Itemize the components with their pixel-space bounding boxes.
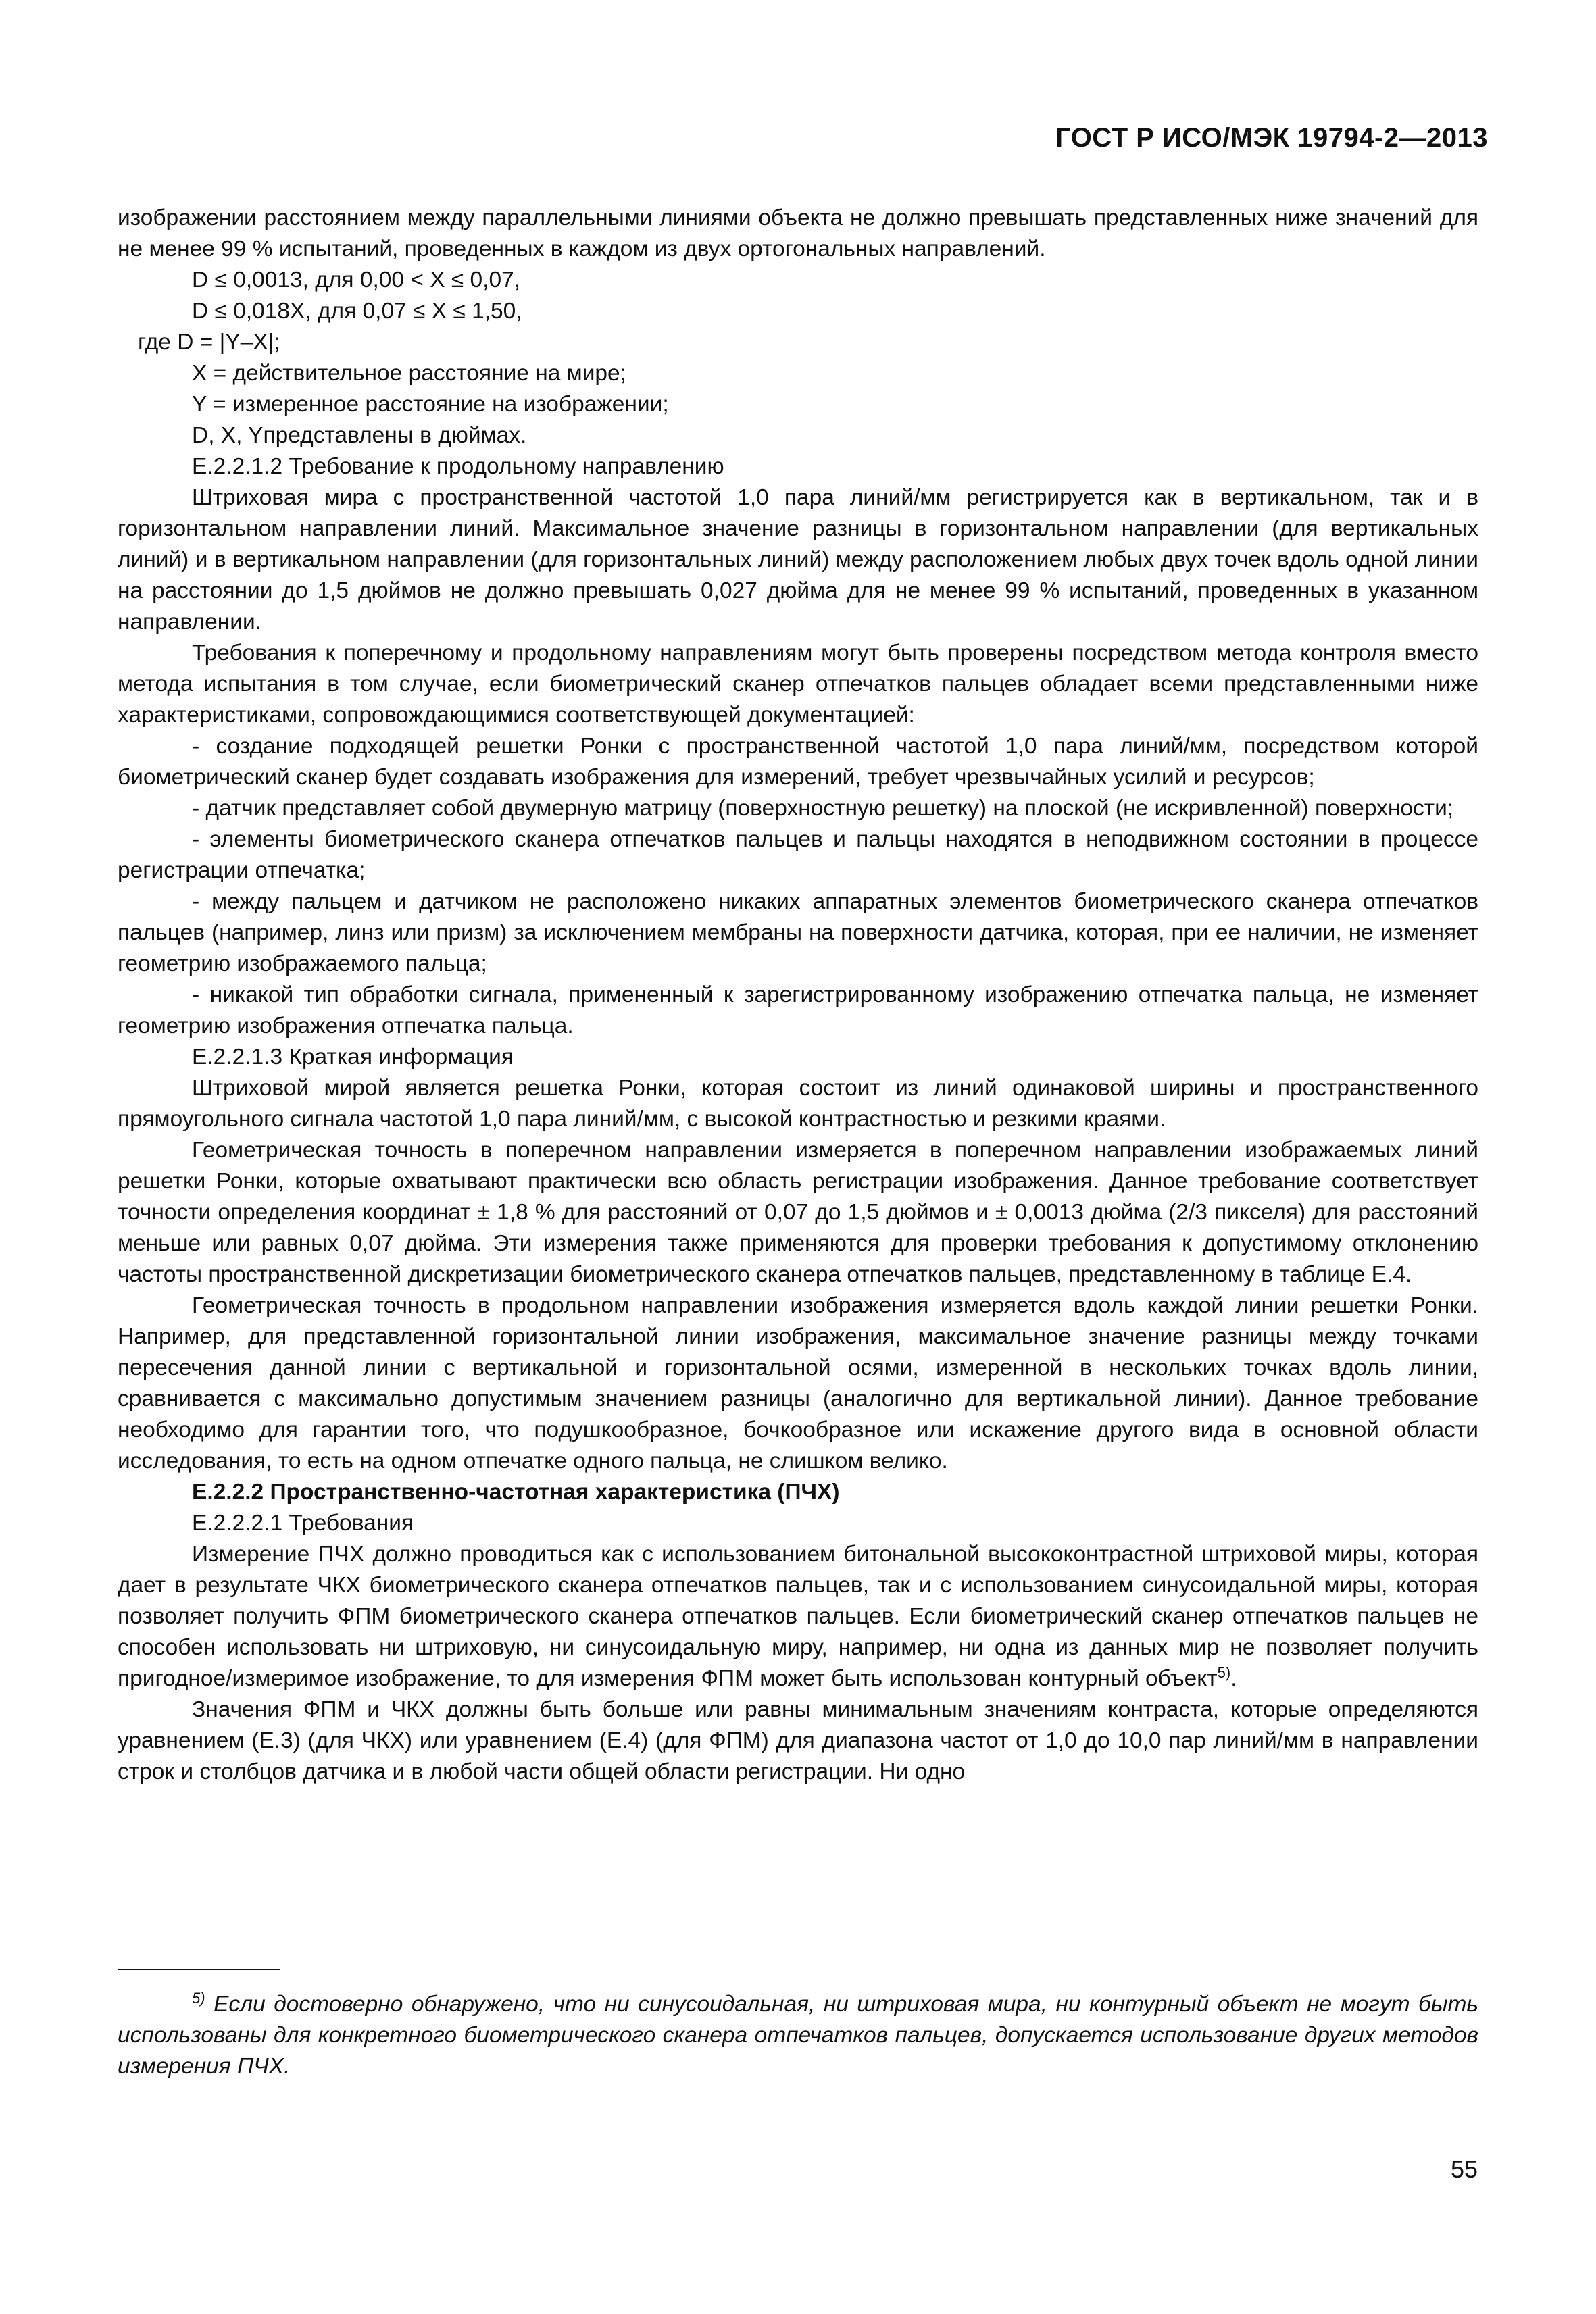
body-paragraph: Требования к поперечному и продольному направлениям могут быть проверены посредством метода контроля вместо метода испытания в том случае, если биометрический сканер отпечатков пальцев обладает всеми представленными ниже характеристиками, сопровождающимися соответствующей документацией: (118, 640, 1478, 728)
formula-legend: где D = |Y–X|; (138, 330, 280, 355)
list-item: - никакой тип обработки сигнала, примененный к зарегистрированному изображению отпечатка пальца, не изменяет геометрию изображения отпечатка пальца. (118, 982, 1478, 1038)
list-item: - элементы биометрического сканера отпечатков пальцев и пальцы находятся в неподвижном состоянии в процессе регистрации отпечатка; (118, 827, 1478, 883)
formula-legend: X = действительное расстояние на мире; (192, 361, 626, 386)
body-paragraph: Геометрическая точность в поперечном направлении измеряется в поперечном направлении изображаемых линий решетки Ронки, которые охватывают практически всю область регистрации изображения. Данное требование соответствует точности определения координат ± 1,8 % для расстояний от 0,07 до 1,5 дюймов и ± 0,0013 дюйма (2/3 пикселя) для расстояний меньше или равных 0,07 дюйма. Эти измерения также применяются для проверки требования к допустимому отклонению частоты пространственной дискретизации биометрического сканера отпечатков пальцев, представленному в таблице E.4. (118, 1138, 1478, 1287)
footnote-reference[interactable]: 5) (1217, 1663, 1231, 1681)
document-header: ГОСТ Р ИСО/МЭК 19794-2—2013 (1055, 123, 1488, 153)
formula-legend: D, X, Yпредставлены в дюймах. (192, 423, 527, 448)
list-item: - между пальцем и датчиком не расположено никаких аппаратных элементов биометрического сканера отпечатков пальцев (например, линз или призм) за исключением мембраны на поверхности датчика, которая, при ее наличии, не изменяет геометрию изображаемого пальца; (118, 889, 1478, 976)
subsection-heading: E.2.2.1.2 Требование к продольному направлению (192, 454, 724, 479)
section-heading: E.2.2.2 Пространственно-частотная характеристика (ПЧХ) (192, 1480, 840, 1505)
page-number: 55 (1450, 2155, 1478, 2183)
formula-line: D ≤ 0,0013, для 0,00 < X ≤ 0,07, (192, 268, 521, 293)
footnote-text: Если достоверно обнаружено, что ни синусоидальная, ни штриховая мира, ни контурный объект не могут быть использованы для конкретного биометрического сканера отпечатков пальцев, допускается использование других методов измерения ПЧХ. (118, 1992, 1478, 2079)
footnote (118, 1989, 1478, 2082)
body-paragraph: изображении расстоянием между параллельными линиями объекта не должно превышать представленных ниже значений для не менее 99 % испытаний, проведенных в каждом из двух ортогональных направлений. (118, 205, 1478, 261)
page-body (118, 203, 1478, 1788)
footnote-divider (118, 1969, 280, 1970)
formula-legend: Y = измеренное расстояние на изображении; (192, 392, 669, 417)
paragraph-text: Измерение ПЧХ должно проводиться как с использованием битональной высококонтрастной штриховой миры, которая дает в результате ЧКХ биометрического сканера отпечатков пальцев, так и с использованием синусоидальной миры, которая позволяет получить ФПМ биометрического сканера отпечатков пальцев. Если биометрический сканер отпечатков пальцев не способен использовать ни штриховую, ни синусоидальную миру, например, ни одна из данных мир не позволяет получить пригодное/измеримое изображение, то для измерения ФПМ может быть использован контурный объект (118, 1542, 1478, 1691)
body-paragraph: Геометрическая точность в продольном направлении изображения измеряется вдоль каждой линии решетки Ронки. Например, для представленной горизонтальной линии изображения, максимальное значение разницы между точками пересечения данной линии с вертикальной и горизонтальной осями, измеренной в нескольких точках вдоль линии, сравнивается с максимально допустимым значением разницы (аналогично для вертикальной линии). Данное требование необходимо для гарантии того, что подушкообразное, бочкообразное или искажение другого вида в основной области исследования, то есть на одном отпечатке одного пальца, не слишком велико. (118, 1293, 1478, 1474)
list-item: - датчик представляет собой двумерную матрицу (поверхностную решетку) на плоской (не искривленной) поверхности; (192, 796, 1454, 821)
footnote-marker: 5) (192, 1989, 205, 2007)
subsection-heading: E.2.2.2.1 Требования (192, 1511, 414, 1536)
formula-line: D ≤ 0,018X, для 0,07 ≤ X ≤ 1,50, (192, 299, 522, 324)
body-paragraph: Измерение ПЧХ должно проводиться как с использованием битональной высококонтрастной штриховой миры, которая дает в результате ЧКХ биометрического сканера отпечатков пальцев, так и с использованием синусоидальной миры, которая позволяет получить ФПМ биометрического сканера отпечатков пальцев. Если биометрический сканер отпечатков пальцев не способен использовать ни штриховую, ни синусоидальную миру, например, ни одна из данных мир не позволяет получить пригодное/измеримое изображение, то для измерения ФПМ может быть использован контурный объект$^{5)}$. (118, 1542, 1478, 1691)
body-paragraph: Значения ФПМ и ЧКХ должны быть больше или равны минимальным значениям контраста, которые определяются уравнением (E.3) (для ЧКХ) или уравнением (E.4) (для ФПМ) для диапазона частот от 1,0 до 10,0 пар линий/мм в направлении строк и столбцов датчика и в любой части общей области регистрации. Ни одно (118, 1697, 1478, 1784)
subsection-heading: E.2.2.1.3 Краткая информация (192, 1045, 514, 1070)
body-paragraph: Штриховой мирой является решетка Ронки, которая состоит из линий одинаковой ширины и пространственного прямоугольного сигнала частотой 1,0 пара линий/мм, с высокой контрастностью и резкими краями. (118, 1076, 1478, 1132)
list-item: - создание подходящей решетки Ронки с пространственной частотой 1,0 пара линий/мм, посредством которой биометрический сканер будет создавать изображения для измерений, требует чрезвычайных усилий и ресурсов; (118, 734, 1478, 790)
body-paragraph: Штриховая мира с пространственной частотой 1,0 пара линий/мм регистрируется как в вертикальном, так и в горизонтальном направлении линий. Максимальное значение разницы в горизонтальном направлении (для вертикальных линий) и в вертикальном направлении (для горизонтальных линий) между расположением любых двух точек вдоль одной линии на расстоянии до 1,5 дюймов не должно превышать 0,027 дюйма для не менее 99 % испытаний, проведенных в указанном направлении. (118, 485, 1478, 634)
